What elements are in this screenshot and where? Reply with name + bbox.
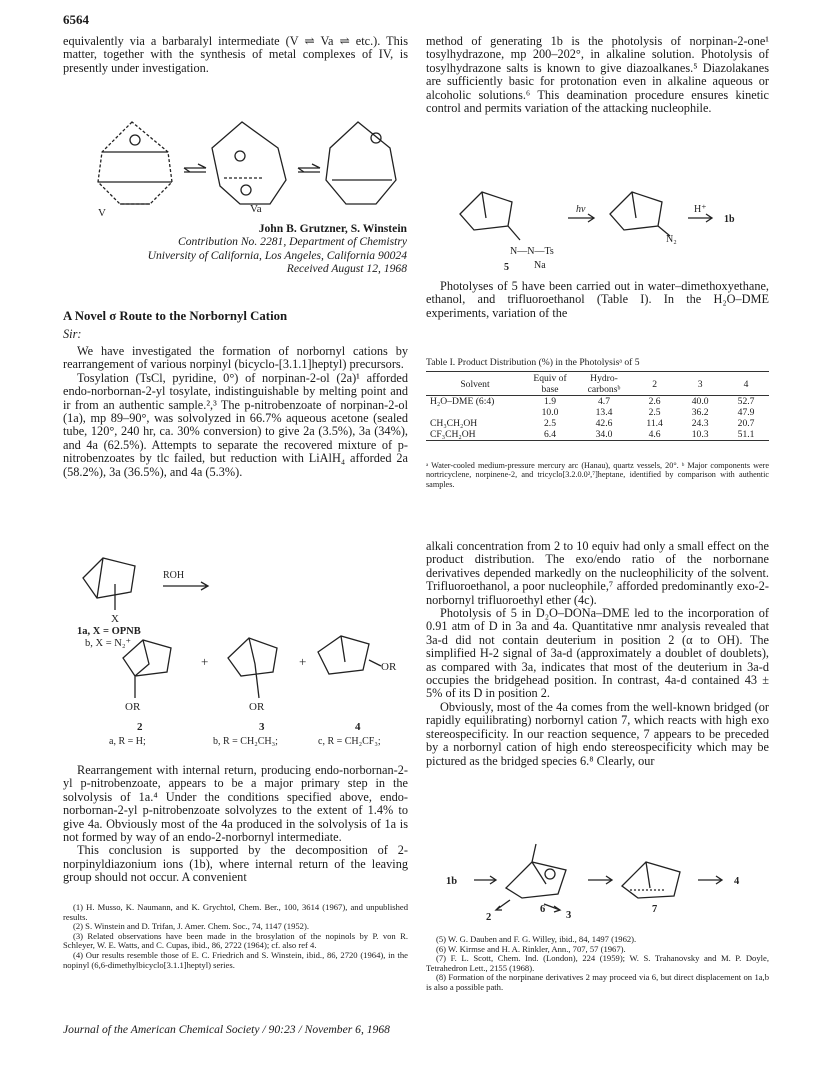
- paragraph: Rearrangement with internal return, producing endo-norbornan-2-yl p-nitrobenzoate, appears to be a major primary step in the solvolysis of 1a.⁴ Under the conditions specified above, endo-norbornan-2-yl p-nitrobenzoate solvolyzes to the extent of 1.4% to give 4a. Obviously most of the 4a produced in the solvolysis of 1a is not formed by way of an endo-2-norbornyl intermediate.: [63, 763, 408, 845]
- table-cell: 10.3: [691, 429, 709, 440]
- table-cell: 47.9: [737, 407, 755, 418]
- label-1b: b, X = N₂⁺: [85, 638, 132, 649]
- authors: John B. Grutzner, S. Winstein: [258, 222, 407, 235]
- table-cell: 1.9: [544, 396, 556, 407]
- compound-7: 7: [652, 904, 658, 915]
- start-1b: 1b: [446, 876, 458, 887]
- table-cell: CH₃CH₂OH: [430, 418, 478, 429]
- left-intro: [63, 35, 408, 75]
- compound-2: 2: [137, 721, 143, 733]
- product-1b: 1b: [724, 214, 735, 225]
- footnote: (1) H. Musso, K. Naumann, and K. Grychtol, Chem. Ber., 100, 3614 (1967), and unpublished results.: [63, 902, 408, 922]
- table-cell: 24.3: [691, 418, 709, 429]
- or-label: OR: [381, 661, 397, 673]
- table-cell: 4.7: [598, 396, 610, 407]
- left-body-2: [63, 764, 408, 885]
- scheme-photolysis: [440, 178, 760, 278]
- substituent-b: b, R = CH₂CH₃;: [213, 736, 278, 747]
- table-cell: 2.6: [648, 396, 661, 407]
- plus-sign: +: [299, 654, 307, 669]
- or-label: OR: [125, 701, 141, 713]
- table-row: [426, 396, 769, 408]
- scheme-norpinyl-solvolysis: [63, 548, 408, 758]
- or-label: OR: [249, 701, 265, 713]
- table-cell: 40.0: [691, 396, 709, 407]
- footnote: (2) S. Winstein and D. Trifan, J. Amer. Chem. Soc., 74, 1147 (1952).: [73, 921, 309, 932]
- table-cell: 36.2: [691, 407, 709, 418]
- compound-3: 3: [566, 910, 572, 920]
- table-cell: 20.7: [737, 418, 755, 429]
- substituent-a: a, R = H;: [109, 736, 146, 747]
- paragraph: We have investigated the formation of norbornyl cations by rearrangement of various norpinyl (bicyclo-[3.1.1]heptyl) precursors.: [63, 344, 408, 372]
- label-1a: 1a, X = OPNB: [77, 626, 141, 637]
- label-va: Va: [250, 203, 262, 215]
- paragraph: Photolysis of 5 in D₂O–DONa–DME led to the incorporation of 0.91 atm of D in 3a and 4a. Quantitative nmr analysis revealed that 3a-d did not contain deuterium in position 2 (α to OH). The simplified H-2 signal of 3a-d (approximately a doublet of doublets), as compared with 3a, indicates that most of the deuterium in 3a-d occupies the bridgehead position. In contrast, 4a-d contained 43 ± 5% of its D in position 2.: [426, 606, 769, 701]
- footnote: (4) Our results resemble those of E. C. Friedrich and S. Winstein, ibid., 86, 2720 (1964), in the nopinyl (6,6-dimethylbicyclo[3.1.1]heptyl) series.: [63, 949, 408, 970]
- right-footnotes: [426, 935, 769, 993]
- diazo-label: N₂: [666, 234, 677, 245]
- compound-4: 4: [734, 876, 740, 887]
- table-row: [426, 429, 769, 441]
- paragraph: This conclusion is supported by the decomposition of 2-norpinyldiazonium ions (1b), where internal return of the leaving group should not occur. A convenient: [63, 843, 408, 885]
- footnote: (7) F. L. Scott, Chem. Ind. (London), 224 (1959); W. S. Trahanovsky and M. P. Doyle, Tetrahedron Lett., 2155 (1968).: [426, 953, 769, 973]
- scheme-cation-pathway: [440, 840, 770, 920]
- table-cell: 51.1: [737, 429, 755, 440]
- table-cell: 11.4: [646, 418, 663, 429]
- table-cell: 42.6: [595, 418, 613, 429]
- table-cell: 34.0: [595, 429, 613, 440]
- table-cell: 52.7: [737, 396, 755, 407]
- compound-4: 4: [355, 721, 361, 733]
- product-distribution-table: [426, 373, 769, 441]
- paragraph: Obviously, most of the 4a comes from the well-known bridged (or rapidly equilibrating) norbornyl cation 7, which reacts with high exo stereospecificity. In our reaction sequence, 7 appears to be preceded by a norbornyl cation of high endo stereospecificity which may be pictured as the bridged species 6.⁸ Clearly, our: [426, 699, 769, 768]
- table-cell: [426, 407, 524, 418]
- table-cell: H₂O–DME (6:4): [430, 396, 495, 407]
- signature-block: [63, 222, 407, 276]
- table-cell: 2.5: [544, 418, 556, 429]
- table-cell: CF₃CH₂OH: [430, 429, 476, 440]
- substituent-c: c, R = CH₂CF₃;: [318, 736, 381, 747]
- table-rule-top: [426, 371, 769, 372]
- header-cell: 4: [743, 378, 749, 390]
- table-row: [426, 407, 769, 418]
- left-footnotes: [63, 903, 408, 970]
- compound-2: 2: [486, 912, 492, 920]
- reagent-roh: ROH: [163, 570, 185, 581]
- sodium-label: Na: [534, 260, 546, 271]
- structures-v-va: [80, 108, 400, 220]
- table-cell: 2.5: [648, 407, 661, 418]
- footnote: (5) W. G. Dauben and F. G. Willey, ibid., 84, 1497 (1962).: [436, 934, 637, 944]
- received-date: Received August 12, 1968: [286, 262, 407, 276]
- hv-label: hν: [576, 204, 586, 215]
- tosylhydrazone-group: N—N—Ts: [510, 246, 554, 257]
- header-cell: 3: [697, 378, 703, 390]
- table-cell: 4.6: [648, 429, 661, 440]
- table-header-row: [426, 373, 769, 396]
- header-cell: Hydro-carbonsᵇ: [587, 373, 621, 395]
- paragraph: Tosylation (TsCl, pyridine, 0°) of norpinan-2-ol (2a)¹ afforded endo-norbornan-2-yl tosylate, indistinguishable by melting point and ir from an authentic sample.²,³ The p-nitrobenzoate of norpinan-2-ol (1a), mp 89–90°, was solvolyzed in 66.7% aqueous acetone (sealed tube, 120°, 240 hr, ca. 30% conversion) to give 2a (3.5%), 3a (34%), and 4a (62.5%). Attempts to separate the recovered mixture of p-nitrobenzoates by tlc failed, but reduction with LiAlH₄ afforded 2a (58.2%), 3a (36.5%), and 4a (5.3%).: [63, 370, 408, 479]
- table-row: [426, 418, 769, 429]
- footnote: (3) Related observations have been made in the brosylation of the nopinols by P. von R. Schleyer, W. E. Watts, and C. Cupas, ibid., 86, 2722 (1964); cf. also ref 4.: [63, 930, 408, 951]
- salutation: Sir:: [63, 327, 82, 341]
- table-cell: 13.4: [595, 407, 613, 418]
- label-v: V: [98, 207, 106, 219]
- compound-6: 6: [540, 904, 546, 915]
- page-number: 6564: [63, 12, 89, 27]
- contribution: Contribution No. 2281, Department of Chemistry: [178, 235, 407, 249]
- intro-paragraph: equivalently via a barbaralyl intermediate (V ⇌ Va ⇌ etc.). This matter, together with the synthesis of metal complexes of IV, is presently under investigation.: [63, 34, 408, 75]
- header-cell: Solvent: [460, 378, 490, 390]
- x-label: X: [111, 613, 119, 625]
- table-cell: 6.4: [544, 429, 556, 440]
- plus-sign: +: [201, 654, 209, 669]
- left-body-1: [63, 345, 408, 479]
- table-title: Table I. Product Distribution (%) in the Photolysisᵃ of 5: [426, 357, 640, 368]
- h-plus-label: H⁺: [694, 204, 707, 215]
- journal-footer: Journal of the American Chemical Society / 90:23 / November 6, 1968: [63, 1023, 390, 1036]
- right-body-1: [426, 35, 769, 115]
- compound-5: 5: [504, 262, 509, 273]
- table-cell: 10.0: [541, 407, 559, 418]
- header-cell: 2: [652, 378, 657, 390]
- university: University of California, Los Angeles, California 90024: [147, 248, 407, 262]
- paragraph: alkali concentration from 2 to 10 equiv had only a small effect on the product distribution. The exo/endo ratio of the norbornane derivatives depended markedly on the nucleophilicity of the solvent. Trifluoroethanol, a poor nucleophile,⁷ afforded predominantly exo-2-norbornyl trifluoroethyl ether (4c).: [426, 539, 769, 607]
- right-body-3: [426, 540, 769, 768]
- header-cell: Equiv of base: [533, 373, 567, 395]
- paragraph: Photolyses of 5 have been carried out in water–dimethoxyethane, ethanol, and trifluoroethanol (Table I). In the H₂O–DME experiments, variation of the: [426, 279, 769, 320]
- table-footnote: ᵃ Water-cooled medium-pressure mercury arc (Hanau), quartz vessels, 20°. ᵇ Major components were nortricyclene, norpinene-2, and tricyclo[3.2.0.0²,⁷]heptane, identified by comparison with authentic samples.: [426, 461, 769, 489]
- paragraph: method of generating 1b is the photolysis of norpinan-2-one¹ tosylhydrazone, mp 200–202°, in alkaline solution. Photolysis of tosylhydrazone salts is known to give diazoalkanes.⁵ Diazolakanes are sufficiently basic for protonation even in alkaline aqueous or alcoholic solutions.⁶ This deamination procedure ensures kinetic control and permits variation of the attacking nucleophile.: [426, 34, 769, 116]
- footnote: (6) W. Kirmse and H. A. Rinkler, Ann., 707, 57 (1967).: [436, 943, 626, 954]
- article-title: A Novel σ Route to the Norbornyl Cation: [63, 309, 288, 323]
- footnote: (8) Formation of the norpinane derivatives 2 may proceed via 6, but direct displacement on 1a,b is also a possible path.: [426, 972, 769, 992]
- right-body-2: [426, 280, 769, 320]
- compound-3: 3: [259, 721, 265, 733]
